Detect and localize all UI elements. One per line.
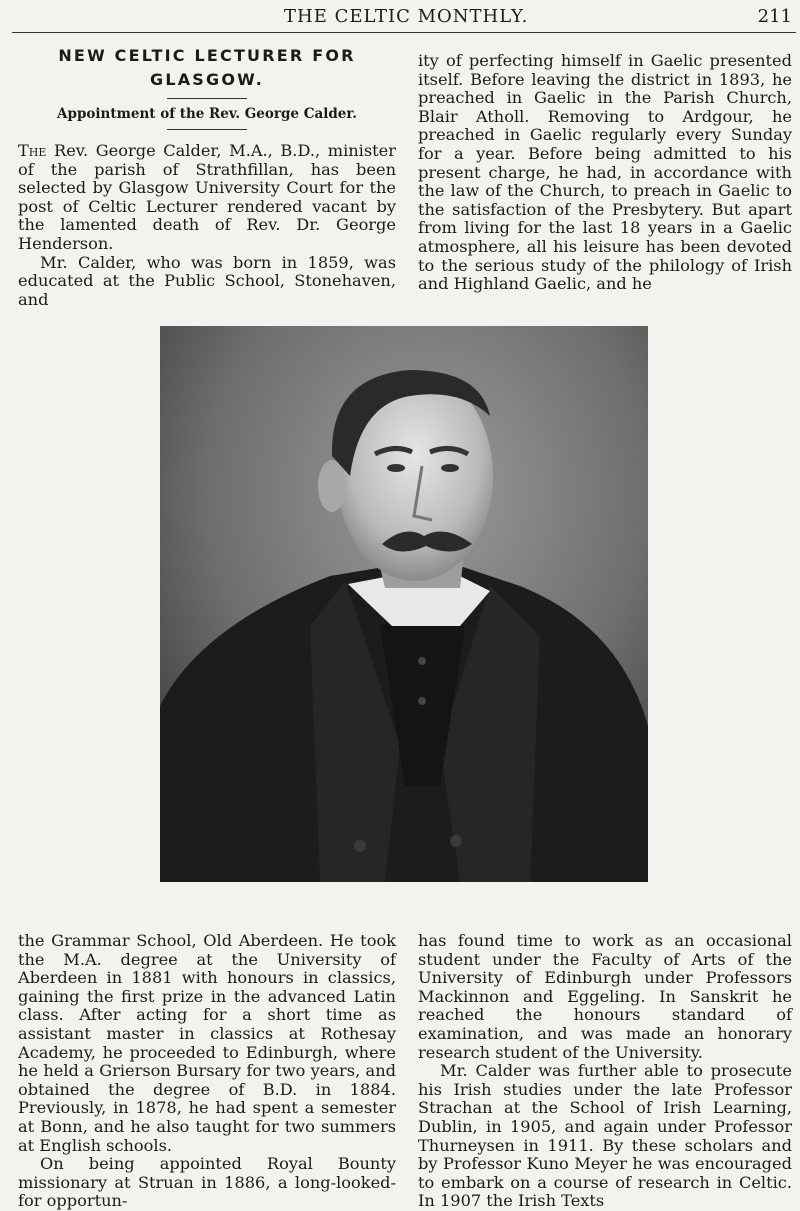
headline-line-1: NEW CELTIC LECTURER FOR (58, 46, 356, 65)
headline-line-2: GLASGOW. (150, 70, 264, 89)
subhead-divider (167, 129, 247, 130)
paragraph-gaelic: ity of perfecting himself in Gaelic presented itself. Before leaving the district in 1893, he preached in Gaelic in the Parish Church, Blair Atholl. Removing to Ardgour, he preached in Gaelic regularly every Sunday for a year. Before being admitted to his present charge, he had, in accordance with the law of the Church, to preach in Gaelic to the satisfaction of the Presbytery. But apart from living for the last 18 years in a Gaelic atmosphere, all his leisure has been devoted to the serious study of the philology of Irish and Highland Gaelic, and he (418, 51, 792, 294)
paragraph-intro-text: Rev. George Calder, M.A., B.D., minister of the parish of Strathfillan, has been selected by Glasgow University Court for the post of Celtic Lecturer rendered vacant by the lamented death of Rev. Dr. George Henderson. (18, 141, 396, 253)
column-bottom-left (18, 932, 396, 1211)
column-bottom-right (418, 932, 792, 1211)
paragraph-education: the Grammar School, Old Aberdeen. He took the M.A. degree at the University of Aberdeen in 1881 with honours in classics, gaining the first prize in the advanced Latin class. After acting for a short time as assistant master in classics at Rothesay Academy, he proceeded to Edinburgh, where he held a Grierson Bursary for two years, and obtained the degree of B.D. in 1884. Previously, in 1878, he had spent a semester at Bonn, and he also taught for two summers at English schools. (18, 931, 396, 1155)
paragraph-born: Mr. Calder, who was born in 1859, was educated at the Public School, Stonehaven, and (18, 252, 396, 309)
portrait-illustration (160, 326, 648, 882)
paragraph-lead-word: The (18, 141, 47, 160)
page-number: 211 (757, 6, 792, 27)
paragraph-intro (18, 142, 396, 254)
running-header (0, 6, 800, 30)
article-subhead: Appointment of the Rev. George Calder. (57, 106, 357, 122)
column-top-left (18, 44, 396, 309)
paragraph-irish-studies: Mr. Calder was further able to prosecute his Irish studies under the late Professor Strachan at the School of Irish Learning, Dublin, in 1905, and again under Professor Thurneysen in 1911. By these scholars and by Professor Kuno Meyer he was encouraged to embark on a course of research in Celtic. In 1907 the Irish Texts (418, 1061, 792, 1211)
journal-title: THE CELTIC MONTHLY. (284, 6, 529, 27)
portrait-photo (160, 326, 648, 882)
article-headline (18, 44, 396, 92)
header-rule (12, 32, 796, 33)
column-top-right (418, 52, 792, 294)
paragraph-student: has found time to work as an occasional student under the Faculty of Arts of the University of Edinburgh under Professors Mackinnon and Eggeling. In Sanskrit he reached the honours standard of examination, and was made an honorary research student of the University. (418, 931, 792, 1062)
headline-divider (167, 98, 247, 99)
paragraph-missionary: On being appointed Royal Bounty missionary at Struan in 1886, a long-looked-for opportun- (18, 1154, 396, 1211)
